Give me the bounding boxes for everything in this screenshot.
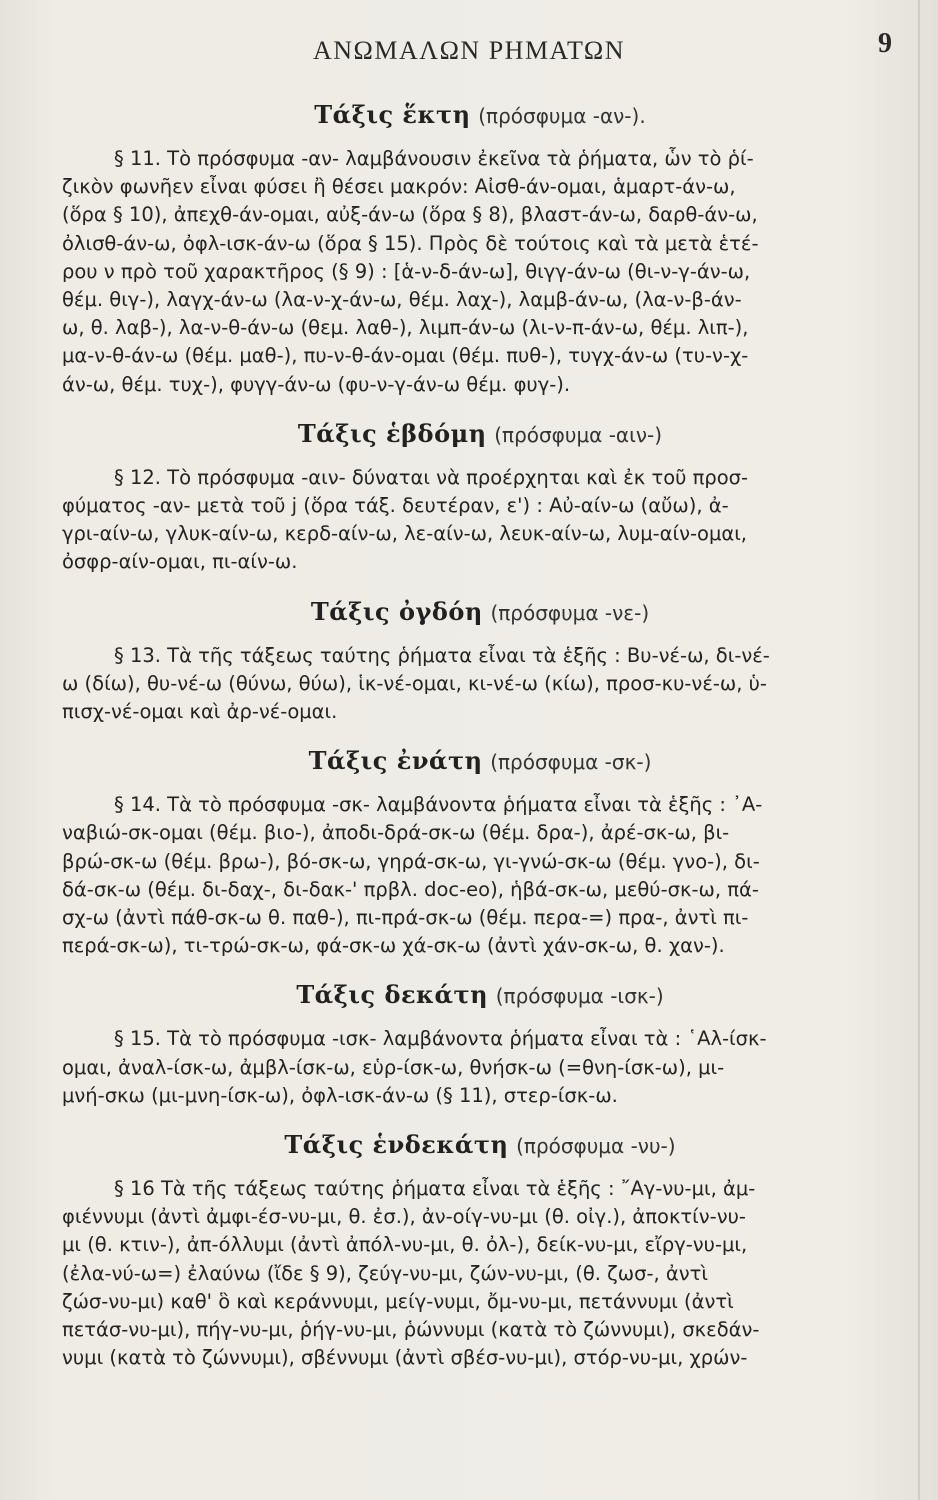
text-line: μι (θ. κτιν-), ἀπ-όλλυμι (ἀντὶ ἀπόλ-νυ-μι, θ. ὀλ-), δείκ-νυ-μι, εἴργ-νυ-μι, [62,1233,748,1257]
section-heading-title: Τάξις ἑβδόμη [297,418,487,448]
page-number: 9 [878,28,892,59]
text-line: θέμ. θιγ-), λαγχ-άν-ω (λα-ν-χ-άν-ω, θέμ. λαχ-), λαμβ-άν-ω, (λα-ν-β-άν- [62,288,742,312]
running-head: ΑΝΩΜΑΛΩΝ ΡΗΜΑΤΩΝ [312,36,625,65]
text-line: ρου ν πρὸ τοῦ χαρακτῆρος (§ 9) : [ἁ-ν-δ-άν-ω], θιγγ-άν-ω (θι-ν-γ-άν-ω, [62,259,751,283]
text-line: ω (δίω), θυ-νέ-ω (θύνω, θύω), ἱκ-νέ-ομαι, κι-νέ-ω (κίω), προσ-κυ-νέ-ω, ὑ- [62,671,767,695]
text-line: περά-σκ-ω), τι-τρώ-σκ-ω, φά-σκ-ω χά-σκ-ω (ἀντὶ χάν-σκ-ω, θ. χαν-). [62,934,725,958]
text-line: § 11. Τὸ πρόσφυμα -αν- λαμβάνουσιν ἐκεῖνα τὰ ῥήματα, ὧν τὸ ῥί- [114,147,754,170]
section-paragraph [62,1175,898,1372]
text-line: § 15. Τὰ τὸ πρόσφυμα -ισκ- λαμβάνοντα ῥήματα εἶναι τὰ : ῾Αλ-ίσκ- [114,1027,767,1051]
section-heading [62,597,898,628]
text-line: ὀλισθ-άν-ω, ὀφλ-ισκ-άν-ω (ὅρα § 15). Πρὸς δὲ τούτοις καὶ τὰ μετὰ ἑτέ- [62,231,759,255]
section-heading-suffix: (πρόσφυμα -νε-) [490,600,650,625]
section-heading [62,980,898,1011]
text-line: ω, θ. λαβ-), λα-ν-θ-άν-ω (θεμ. λαθ-), λιμπ-άν-ω (λι-ν-π-άν-ω, θέμ. λιπ-), [62,316,749,340]
section-heading-suffix: (πρόσφυμα -ισκ-) [495,984,664,1009]
section-heading-suffix: (πρόσφυμα -σκ-) [490,750,652,775]
text-line: § 12. Τὸ πρόσφυμα -αιν- δύναται νὰ προέρχηται καὶ ἐκ τοῦ προσ- [114,465,749,489]
text-line: ζικὸν φωνῆεν εἶναι φύσει ἢ θέσει μακρόν: Αἰσθ-άν-ομαι, ἁμαρτ-άν-ω, [62,175,736,199]
section-paragraph [62,1025,898,1110]
section-heading [62,746,898,777]
section-heading [62,100,898,131]
section-paragraph [62,464,898,577]
text-line: ὀσφρ-αίν-ομαι, πι-αίν-ω. [62,550,298,574]
text-line: § 13. Τὰ τῆς τάξεως ταύτης ῥήματα εἶναι τὰ ἑξῆς : Βυ-νέ-ω, δι-νέ- [114,643,770,667]
text-line: πετάσ-νυ-μι), πήγ-νυ-μι, ῥήγ-νυ-μι, ῥώννυμι (κατὰ τὸ ζώννυμι), σκεδάν- [62,1318,760,1342]
text-line: μνή-σκω (μι-μνη-ίσκ-ω), ὀφλ-ισκ-άν-ω (§ 11), στερ-ίσκ-ω. [62,1083,618,1107]
section-heading-suffix: (πρόσφυμα -αιν-) [494,422,663,447]
text-line: φιέννυμι (ἀντὶ ἀμφι-έσ-νυ-μι, θ. ἐσ.), ἀν-οίγ-νυ-μι (θ. οἰγ.), ἀποκτίν-νυ- [62,1205,746,1229]
section-heading-title: Τάξις ἕκτη [314,100,471,129]
section-heading-title: Τάξις δεκάτη [296,980,489,1010]
text-line: ομαι, ἀναλ-ίσκ-ω, ἀμβλ-ίσκ-ω, εὑρ-ίσκ-ω, θνήσκ-ω (=θνη-ίσκ-ω), μι- [62,1055,725,1079]
text-line: νυμι (κατὰ τὸ ζώννυμι), σβέννυμι (ἀντὶ σβέσ-νυ-μι), στόρ-νυ-μι, χρών- [62,1346,748,1370]
section-heading-title: Τάξις ὀγδόη [310,596,483,626]
text-line: § 16 Τὰ τῆς τάξεως ταύτης ῥήματα εἶναι τὰ ἑξῆς : ῎Αγ-νυ-μι, ἀμ- [114,1177,756,1201]
text-line: γρι-αίν-ω, γλυκ-αίν-ω, κερδ-αίν-ω, λε-αίν-ω, λευκ-αίν-ω, λυμ-αίν-ομαι, [62,522,748,546]
text-line: βρώ-σκ-ω (θέμ. βρω-), βό-σκ-ω, γηρά-σκ-ω, γι-γνώ-σκ-ω (θέμ. γνο-), δι- [62,849,760,873]
section-heading-suffix: (πρόσφυμα -αν-). [478,104,646,128]
page-edge [918,0,920,1500]
section-heading-title: Τάξις ἑνδεκάτη [284,1130,509,1160]
text-line: § 14. Τὰ τὸ πρόσφυμα -σκ- λαμβάνοντα ῥήματα εἶναι τὰ ἑξῆς : ᾿Α- [114,793,763,817]
text-line: (ἐλα-νύ-ω=) ἐλαύνω (ἴδε § 9), ζεύγ-νυ-μι, ζών-νυ-μι, (θ. ζωσ-, ἀντὶ [62,1261,708,1285]
text-line: ζώσ-νυ-μι) καθ' ὃ καὶ κεράννυμι, μείγ-νυμι, ὄμ-νυ-μι, πετάννυμι (ἀντὶ [62,1289,734,1313]
section-paragraph [62,642,898,727]
section-heading [62,419,898,450]
page-header [0,28,938,78]
text-line: δά-σκ-ω (θέμ. δι-δαχ-, δι-δακ-' πρβλ. doc-eo), ἡβά-σκ-ω, μεθύ-σκ-ω, πά- [62,877,759,901]
section-paragraph [62,145,898,399]
section-heading-suffix: (πρόσφυμα -νυ-) [516,1134,676,1159]
section-heading [62,1130,898,1161]
page-body [62,80,898,1373]
section-paragraph [62,791,898,960]
text-line: άν-ω, θέμ. τυχ-), φυγγ-άν-ω (φυ-ν-γ-άν-ω θέμ. φυγ-). [62,372,571,396]
text-line: πισχ-νέ-ομαι καὶ ἀρ-νέ-ομαι. [62,700,338,724]
text-line: φύματος -αν- μετὰ τοῦ j (ὅρα τάξ. δευτέραν, ε') : Αὐ-αίν-ω (αὔω), ἀ- [62,494,729,518]
text-line: μα-ν-θ-άν-ω (θέμ. μαθ-), πυ-ν-θ-άν-ομαι (θέμ. πυθ-), τυγχ-άν-ω (τυ-ν-χ- [62,344,749,368]
text-line: σχ-ω (ἀντὶ πάθ-σκ-ω θ. παθ-), πι-πρά-σκ-ω (θέμ. περα-=) πρα-, ἀντὶ πι- [62,906,749,930]
section-heading-title: Τάξις ἐνάτη [308,746,483,776]
text-line: ναβιώ-σκ-ομαι (θέμ. βιο-), ἀποδι-δρά-σκ-ω (θέμ. δρα-), ἀρέ-σκ-ω, βι- [62,821,730,845]
text-line: (ὅρα § 10), ἀπεχθ-άν-ομαι, αὐξ-άν-ω (ὅρα § 8), βλαστ-άν-ω, δαρθ-άν-ω, [62,203,758,227]
